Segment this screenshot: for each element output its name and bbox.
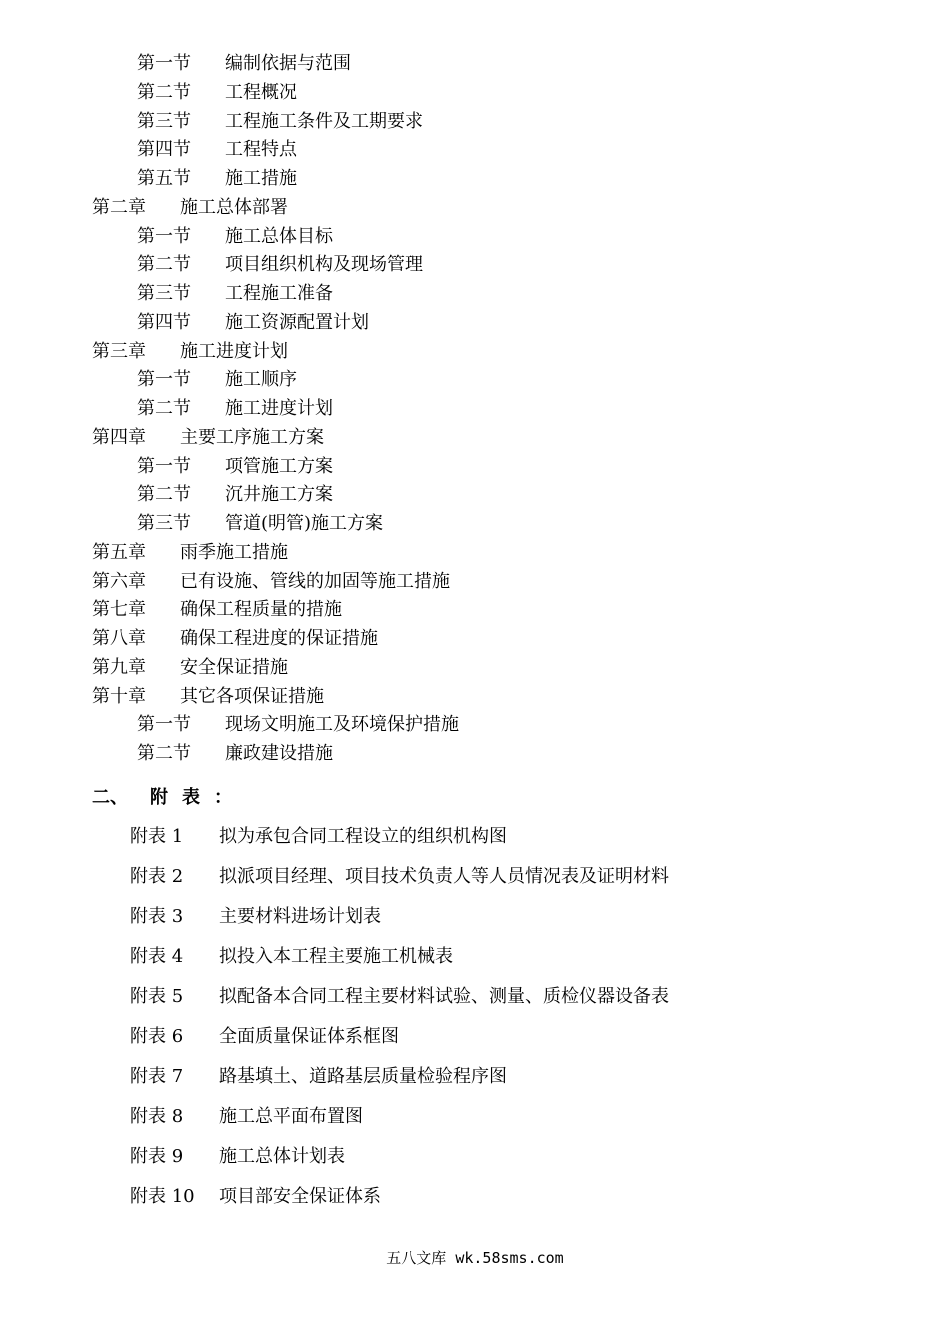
toc-label: 第二节 <box>137 743 191 764</box>
toc-label: 第二节 <box>137 398 191 419</box>
toc-title: 其它各项保证措施 <box>180 685 324 707</box>
toc-label: 第四章 <box>92 426 146 448</box>
toc-title: 施工顺序 <box>225 369 297 391</box>
toc-label: 第一节 <box>137 225 191 247</box>
toc-label: 第五节 <box>137 168 191 189</box>
toc-label: 第三节 <box>137 283 191 304</box>
toc-label: 第八章 <box>92 628 146 649</box>
appendix-item-title: 项目部安全保证体系 <box>219 1186 381 1207</box>
appendix-item-label: 附表 6 <box>130 1026 184 1047</box>
toc-label: 第二节 <box>137 484 191 506</box>
toc-title: 现场文明施工及环境保护措施 <box>225 714 459 736</box>
toc-title: 施工总体目标 <box>225 225 333 247</box>
toc-title: 施工资源配置计划 <box>225 311 369 333</box>
toc-label: 第四节 <box>137 311 191 333</box>
toc-label: 第二章 <box>92 196 146 218</box>
appendix-item-label: 附表 4 <box>130 946 184 967</box>
toc-label: 第二节 <box>137 254 191 276</box>
toc-title: 确保工程进度的保证措施 <box>180 628 378 649</box>
toc-label: 第三节 <box>137 110 191 132</box>
toc-title: 工程特点 <box>225 139 297 161</box>
toc-title: 安全保证措施 <box>180 656 288 678</box>
toc-label: 第一节 <box>137 455 191 477</box>
toc-label: 第五章 <box>92 541 146 563</box>
appendix-item-label: 附表 3 <box>130 906 184 927</box>
toc-title: 施工措施 <box>225 168 297 189</box>
appendix-item-title: 主要材料进场计划表 <box>219 906 381 927</box>
toc-title: 编制依据与范围 <box>225 53 351 74</box>
appendix-item-title: 拟投入本工程主要施工机械表 <box>219 946 453 967</box>
appendix-item-title: 全面质量保证体系框图 <box>219 1026 399 1047</box>
toc-title: 确保工程质量的措施 <box>180 599 342 621</box>
toc-title: 廉政建设措施 <box>225 743 333 764</box>
toc-title: 主要工序施工方案 <box>180 426 324 448</box>
appendix-item-title: 路基填土、道路基层质量检验程序图 <box>219 1066 507 1087</box>
appendix-item-title: 拟派项目经理、项目技术负责人等人员情况表及证明材料 <box>219 866 669 887</box>
appendix-item-label: 附表 2 <box>130 866 184 887</box>
toc-title: 工程概况 <box>225 81 297 103</box>
appendix-item-label: 附表 5 <box>130 986 184 1007</box>
toc-title: 工程施工条件及工期要求 <box>225 110 423 132</box>
toc-label: 第七章 <box>92 599 146 621</box>
toc-title: 已有设施、管线的加固等施工措施 <box>180 570 450 592</box>
toc-title: 项目组织机构及现场管理 <box>225 254 423 276</box>
toc-title: 施工进度计划 <box>180 340 288 362</box>
toc-title: 施工总体部署 <box>180 196 288 218</box>
appendix-item-title: 施工总平面布置图 <box>219 1106 363 1127</box>
toc-label: 第一节 <box>137 53 191 74</box>
toc-label: 第一节 <box>137 369 191 391</box>
appendix-title: 附表： <box>150 787 246 808</box>
appendix-item-label: 附表 1 <box>130 826 184 847</box>
page-footer: 五八文库 wk.58sms.com <box>386 1249 564 1267</box>
toc-label: 第二节 <box>137 81 191 103</box>
toc-label: 第六章 <box>92 570 146 592</box>
toc-label: 第十章 <box>92 685 146 707</box>
appendix-item-title: 拟配备本合同工程主要材料试验、测量、质检仪器设备表 <box>219 986 669 1007</box>
toc-label: 第一节 <box>137 714 191 736</box>
appendix-item-label: 附表 10 <box>130 1186 195 1207</box>
toc-title: 雨季施工措施 <box>180 541 288 563</box>
appendix-item-label: 附表 8 <box>130 1106 184 1127</box>
toc-title: 工程施工准备 <box>225 283 333 304</box>
toc-label: 第九章 <box>92 656 146 678</box>
toc-label: 第四节 <box>137 139 191 161</box>
toc-label: 第三节 <box>137 513 191 534</box>
appendix-number: 二、 <box>92 787 128 808</box>
toc-title: 项管施工方案 <box>225 455 333 477</box>
appendix-item-label: 附表 7 <box>130 1066 184 1087</box>
toc-label: 第三章 <box>92 340 146 362</box>
appendix-item-title: 施工总体计划表 <box>219 1146 345 1167</box>
toc-title: 施工进度计划 <box>225 398 333 419</box>
appendix-item-title: 拟为承包合同工程设立的组织机构图 <box>219 826 507 847</box>
toc-title: 管道(明管)施工方案 <box>225 513 384 534</box>
appendix-item-label: 附表 9 <box>130 1146 184 1167</box>
toc-title: 沉井施工方案 <box>225 484 333 506</box>
